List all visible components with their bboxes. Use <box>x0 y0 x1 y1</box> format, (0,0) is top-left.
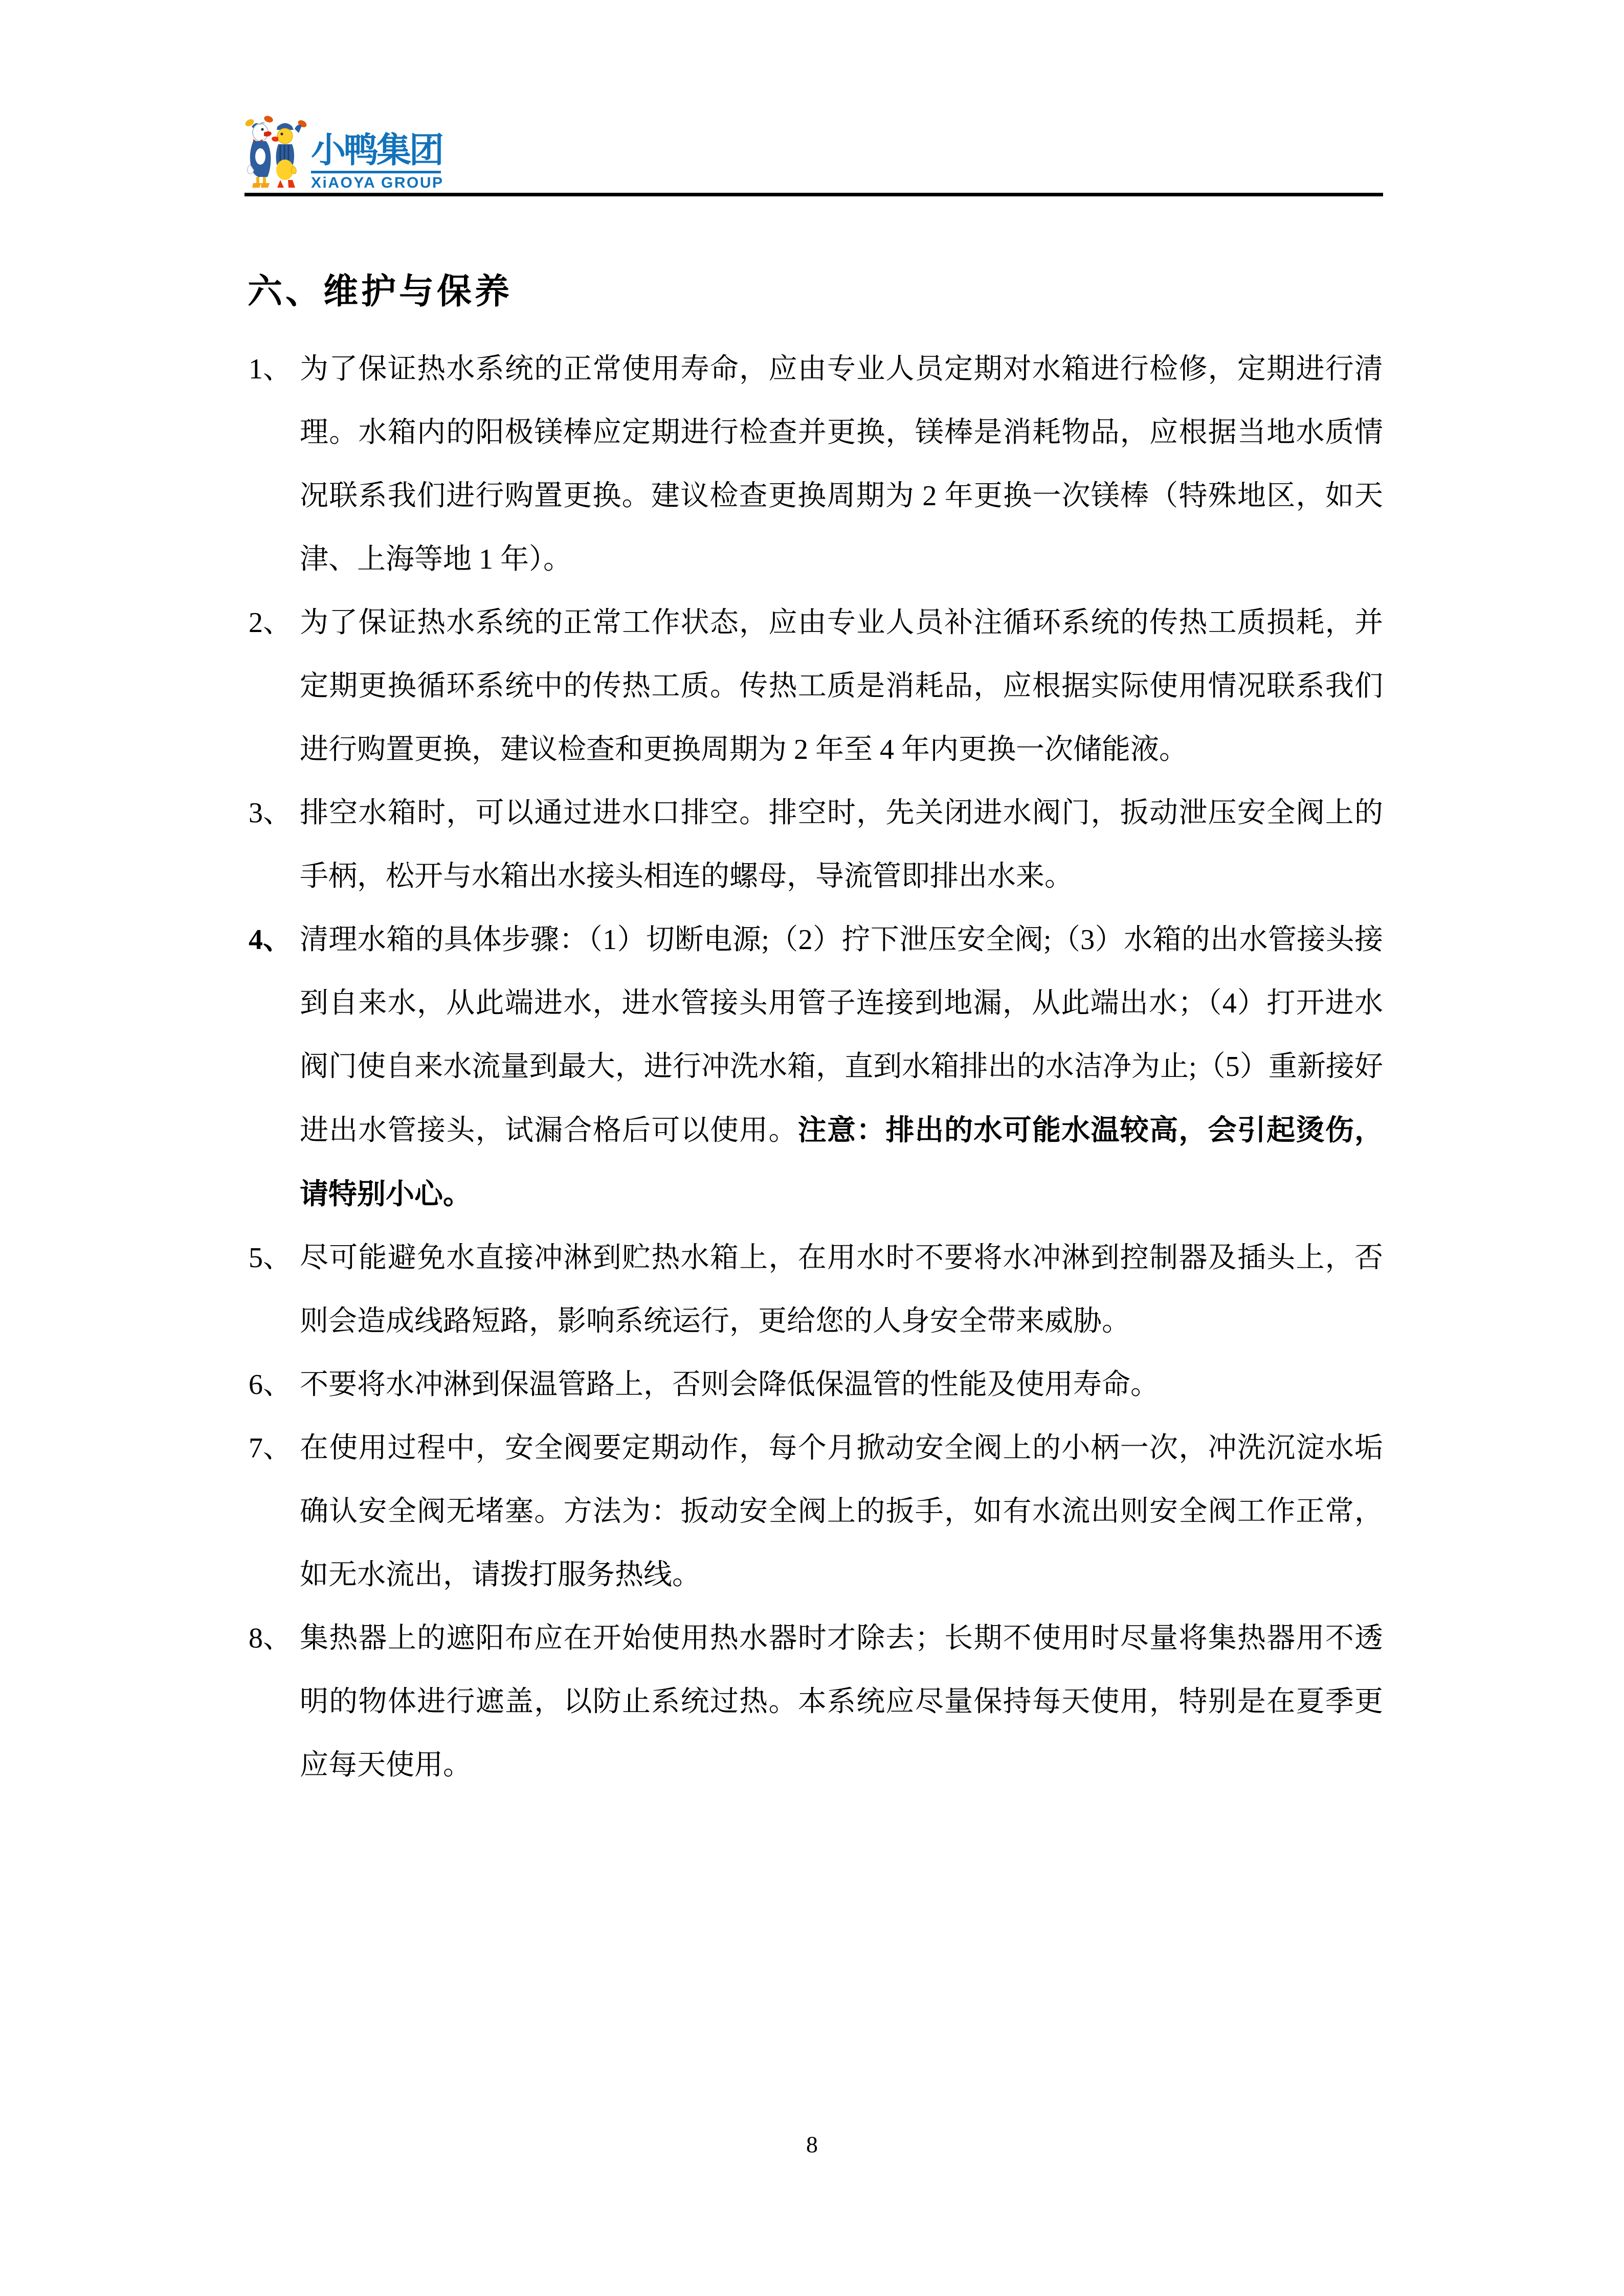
page-footer <box>0 2131 1624 2158</box>
list-item <box>249 1226 1383 1353</box>
list-item <box>249 1607 1383 1797</box>
item-number: 1、 <box>249 353 292 385</box>
item-number: 2、 <box>249 607 292 639</box>
list-item <box>249 781 1383 908</box>
item-text: 为了保证热水系统的正常工作状态，应由专业人员补注循环系统的传热工质损耗，并定期更换循环系统中的传热工质。传热工质是消耗品，应根据实际使用情况联系我们进行购置更换，建议检查和更换周期为 2 年至 4 年内更换一次储能液。 <box>300 607 1383 766</box>
list-item <box>249 908 1383 1226</box>
section-title: 六、维护与保养 <box>248 272 513 311</box>
item-number: 5、 <box>249 1242 292 1274</box>
page-number: 8 <box>806 2131 818 2157</box>
warning-bold-text: 注意：排出的水可能水温较高，会引起烫伤，请特别小心。 <box>300 1114 1384 1210</box>
item-text: 不要将水冲淋到保温管路上，否则会降低保温管的性能及使用寿命。 <box>300 1369 1159 1401</box>
item-number: 3、 <box>249 797 292 829</box>
logo-english-name: XiAOYA GROUP <box>311 174 444 191</box>
item-text: 尽可能避免水直接冲淋到贮热水箱上，在用水时不要将水冲淋到控制器及插头上，否则会造成线路短路，影响系统运行，更给您的人身安全带来威胁。 <box>300 1242 1383 1337</box>
maintenance-list <box>249 337 1383 1797</box>
item-number: 8、 <box>249 1623 292 1654</box>
item-number: 4、 <box>249 924 292 956</box>
item-text: 集热器上的遮阳布应在开始使用热水器时才除去；长期不使用时尽量将集热器用不透明的物体进行遮盖，以防止系统过热。本系统应尽量保持每天使用，特别是在夏季更应每天使用。 <box>300 1623 1383 1781</box>
list-item <box>249 337 1383 591</box>
item-number: 7、 <box>249 1432 292 1464</box>
list-item <box>249 1416 1383 1607</box>
item-number: 6、 <box>249 1369 292 1401</box>
item-text: 排空水箱时，可以通过进水口排空。排空时，先关闭进水阀门，扳动泄压安全阀上的手柄，松开与水箱出水接头相连的螺母，导流管即排出水来。 <box>300 797 1383 892</box>
logo-chinese-name: 小鸭集团 <box>311 131 442 170</box>
logo-text-block <box>311 116 444 191</box>
list-item <box>249 591 1383 781</box>
list-item <box>249 1353 1383 1416</box>
xiaoya-ducks-mascot-icon <box>244 116 308 190</box>
item-text: 为了保证热水系统的正常使用寿命，应由专业人员定期对水箱进行检修，定期进行清理。水箱内的阳极镁棒应定期进行检查并更换，镁棒是消耗物品，应根据当地水质情况联系我们进行购置更换。建议检查更换周期为 2 年更换一次镁棒（特殊地区，如天津、上海等地 1 年）。 <box>300 353 1383 575</box>
item-text: 在使用过程中，安全阀要定期动作，每个月掀动安全阀上的小柄一次，冲洗沉淀水垢确认安全阀无堵塞。方法为：扳动安全阀上的扳手，如有水流出则安全阀工作正常，如无水流出，请拨打服务热线。 <box>300 1432 1383 1591</box>
item-text: 清理水箱的具体步骤：（1）切断电源;（2）拧下泄压安全阀;（3）水箱的出水管接头接到自来水，从此端进水，进水管接头用管子连接到地漏，从此端出水；（4）打开进水阀门使自来水流量到最大，进行冲洗水箱，直到水箱排出的水洁净为止;（5）重新接好进出水管接头，试漏合格后可以使用。 <box>300 924 1383 1146</box>
xiaoya-logo <box>244 116 444 191</box>
logo-underline-divider <box>311 171 441 173</box>
header-rule-divider <box>244 193 1383 196</box>
